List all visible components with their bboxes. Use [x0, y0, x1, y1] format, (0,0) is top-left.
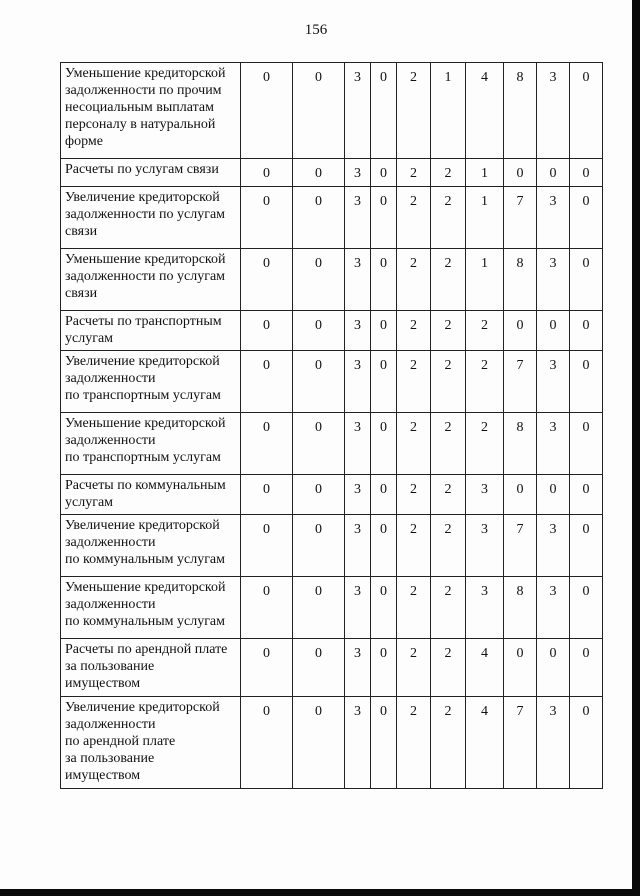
code-digit-cell: 0: [570, 577, 603, 639]
row-name-cell: Уменьшение кредиторской задолженности по коммунальным услугам: [61, 577, 241, 639]
code-digit-cell: 3: [345, 63, 371, 159]
code-digit-cell: 2: [397, 249, 431, 311]
table-row: [61, 639, 603, 697]
code-digit-cell: 2: [431, 639, 466, 697]
code-digit-cell: 3: [345, 697, 371, 789]
code-digit-cell: 2: [431, 159, 466, 187]
code-digit-cell: 1: [466, 159, 504, 187]
row-name-cell: Увеличение кредиторской задолженности по арендной плате за пользование имуществом: [61, 697, 241, 789]
row-name-cell: Расчеты по коммунальным услугам: [61, 475, 241, 515]
code-digit-cell: 0: [504, 311, 537, 351]
code-digit-cell: 2: [397, 697, 431, 789]
row-name-cell: Увеличение кредиторской задолженности по услугам связи: [61, 187, 241, 249]
code-digit-cell: 0: [293, 63, 345, 159]
code-digit-cell: 0: [293, 475, 345, 515]
code-digit-cell: 2: [397, 577, 431, 639]
code-digit-cell: 0: [371, 159, 397, 187]
code-digit-cell: 3: [345, 475, 371, 515]
code-digit-cell: 0: [241, 311, 293, 351]
code-digit-cell: 3: [537, 249, 570, 311]
code-digit-cell: 3: [345, 187, 371, 249]
code-digit-cell: 4: [466, 697, 504, 789]
code-digit-cell: 3: [345, 311, 371, 351]
code-digit-cell: 0: [371, 475, 397, 515]
table-row: [61, 311, 603, 351]
code-digit-cell: 3: [345, 515, 371, 577]
code-digit-cell: 0: [241, 351, 293, 413]
table-row: [61, 577, 603, 639]
code-digit-cell: 3: [537, 63, 570, 159]
code-digit-cell: 0: [537, 475, 570, 515]
code-digit-cell: 2: [466, 311, 504, 351]
row-name-cell: Расчеты по услугам связи: [61, 159, 241, 187]
code-digit-cell: 0: [241, 697, 293, 789]
code-digit-cell: 0: [537, 311, 570, 351]
code-digit-cell: 3: [345, 413, 371, 475]
code-digit-cell: 2: [397, 413, 431, 475]
code-digit-cell: 0: [293, 413, 345, 475]
code-digit-cell: 3: [345, 577, 371, 639]
code-digit-cell: 2: [397, 515, 431, 577]
code-digit-cell: 0: [241, 187, 293, 249]
code-digit-cell: 0: [371, 577, 397, 639]
code-digit-cell: 0: [293, 577, 345, 639]
code-digit-cell: 3: [537, 577, 570, 639]
code-digit-cell: 8: [504, 577, 537, 639]
code-digit-cell: 0: [371, 413, 397, 475]
code-digit-cell: 0: [241, 63, 293, 159]
code-digit-cell: 0: [241, 515, 293, 577]
code-digit-cell: 0: [241, 413, 293, 475]
budget-classification-table: [60, 62, 603, 789]
code-digit-cell: 0: [570, 351, 603, 413]
code-digit-cell: 0: [241, 577, 293, 639]
code-digit-cell: 0: [570, 249, 603, 311]
code-digit-cell: 0: [371, 63, 397, 159]
code-digit-cell: 2: [431, 311, 466, 351]
code-digit-cell: 0: [293, 249, 345, 311]
code-digit-cell: 0: [293, 351, 345, 413]
code-digit-cell: 0: [371, 249, 397, 311]
table-row: [61, 351, 603, 413]
table-row: [61, 159, 603, 187]
code-digit-cell: 0: [293, 639, 345, 697]
code-digit-cell: 3: [537, 515, 570, 577]
code-digit-cell: 2: [397, 159, 431, 187]
code-digit-cell: 0: [241, 475, 293, 515]
code-digit-cell: 3: [466, 515, 504, 577]
code-digit-cell: 0: [570, 475, 603, 515]
code-digit-cell: 7: [504, 697, 537, 789]
code-digit-cell: 2: [466, 351, 504, 413]
code-digit-cell: 1: [431, 63, 466, 159]
code-digit-cell: 0: [371, 515, 397, 577]
code-digit-cell: 0: [570, 639, 603, 697]
code-digit-cell: 2: [431, 475, 466, 515]
code-digit-cell: 0: [293, 187, 345, 249]
code-digit-cell: 2: [397, 63, 431, 159]
code-digit-cell: 0: [570, 63, 603, 159]
table-row: [61, 475, 603, 515]
code-digit-cell: 0: [293, 515, 345, 577]
code-digit-cell: 0: [570, 697, 603, 789]
code-digit-cell: 0: [570, 413, 603, 475]
code-digit-cell: 0: [570, 187, 603, 249]
code-digit-cell: 4: [466, 639, 504, 697]
code-digit-cell: 2: [431, 697, 466, 789]
row-name-cell: Уменьшение кредиторской задолженности по услугам связи: [61, 249, 241, 311]
code-digit-cell: 0: [570, 515, 603, 577]
code-digit-cell: 3: [537, 413, 570, 475]
code-digit-cell: 4: [466, 63, 504, 159]
code-digit-cell: 3: [537, 697, 570, 789]
table-row: [61, 413, 603, 475]
code-digit-cell: 3: [466, 475, 504, 515]
code-digit-cell: 8: [504, 63, 537, 159]
code-digit-cell: 2: [466, 413, 504, 475]
table-row: [61, 63, 603, 159]
code-digit-cell: 2: [431, 351, 466, 413]
code-digit-cell: 0: [537, 639, 570, 697]
code-digit-cell: 0: [371, 697, 397, 789]
row-name-cell: Уменьшение кредиторской задолженности по транспортным услугам: [61, 413, 241, 475]
code-digit-cell: 0: [241, 159, 293, 187]
code-digit-cell: 2: [431, 413, 466, 475]
code-digit-cell: 0: [504, 639, 537, 697]
code-digit-cell: 2: [397, 311, 431, 351]
code-digit-cell: 2: [431, 577, 466, 639]
code-digit-cell: 0: [371, 187, 397, 249]
code-digit-cell: 2: [431, 187, 466, 249]
code-digit-cell: 0: [293, 697, 345, 789]
code-digit-cell: 0: [293, 311, 345, 351]
code-digit-cell: 8: [504, 249, 537, 311]
code-digit-cell: 3: [537, 351, 570, 413]
code-digit-cell: 1: [466, 187, 504, 249]
code-digit-cell: 2: [397, 187, 431, 249]
code-digit-cell: 2: [431, 249, 466, 311]
code-digit-cell: 0: [537, 159, 570, 187]
row-name-cell: Увеличение кредиторской задолженности по коммунальным услугам: [61, 515, 241, 577]
code-digit-cell: 2: [397, 351, 431, 413]
code-digit-cell: 0: [293, 159, 345, 187]
row-name-cell: Уменьшение кредиторской задолженности по прочим несоциальным выплатам персоналу в натуральной форме: [61, 63, 241, 159]
table-row: [61, 515, 603, 577]
code-digit-cell: 0: [241, 249, 293, 311]
code-digit-cell: 3: [345, 159, 371, 187]
row-name-cell: Расчеты по транспортным услугам: [61, 311, 241, 351]
row-name-cell: Расчеты по арендной плате за пользование имуществом: [61, 639, 241, 697]
code-digit-cell: 1: [466, 249, 504, 311]
code-digit-cell: 7: [504, 187, 537, 249]
code-digit-cell: 7: [504, 515, 537, 577]
code-digit-cell: 2: [431, 515, 466, 577]
code-digit-cell: 3: [345, 351, 371, 413]
code-digit-cell: 7: [504, 351, 537, 413]
table-row: [61, 187, 603, 249]
code-digit-cell: 0: [504, 159, 537, 187]
code-digit-cell: 3: [466, 577, 504, 639]
page-number: 156: [304, 22, 328, 38]
code-digit-cell: 0: [570, 311, 603, 351]
code-digit-cell: 0: [504, 475, 537, 515]
row-name-cell: Увеличение кредиторской задолженности по транспортным услугам: [61, 351, 241, 413]
code-digit-cell: 0: [241, 639, 293, 697]
table-row: [61, 249, 603, 311]
table-row: [61, 697, 603, 789]
code-digit-cell: 0: [371, 311, 397, 351]
code-digit-cell: 0: [570, 159, 603, 187]
code-digit-cell: 2: [397, 639, 431, 697]
code-digit-cell: 0: [371, 351, 397, 413]
code-digit-cell: 8: [504, 413, 537, 475]
code-digit-cell: 3: [345, 639, 371, 697]
code-digit-cell: 0: [371, 639, 397, 697]
code-digit-cell: 2: [397, 475, 431, 515]
code-digit-cell: 3: [537, 187, 570, 249]
code-digit-cell: 3: [345, 249, 371, 311]
